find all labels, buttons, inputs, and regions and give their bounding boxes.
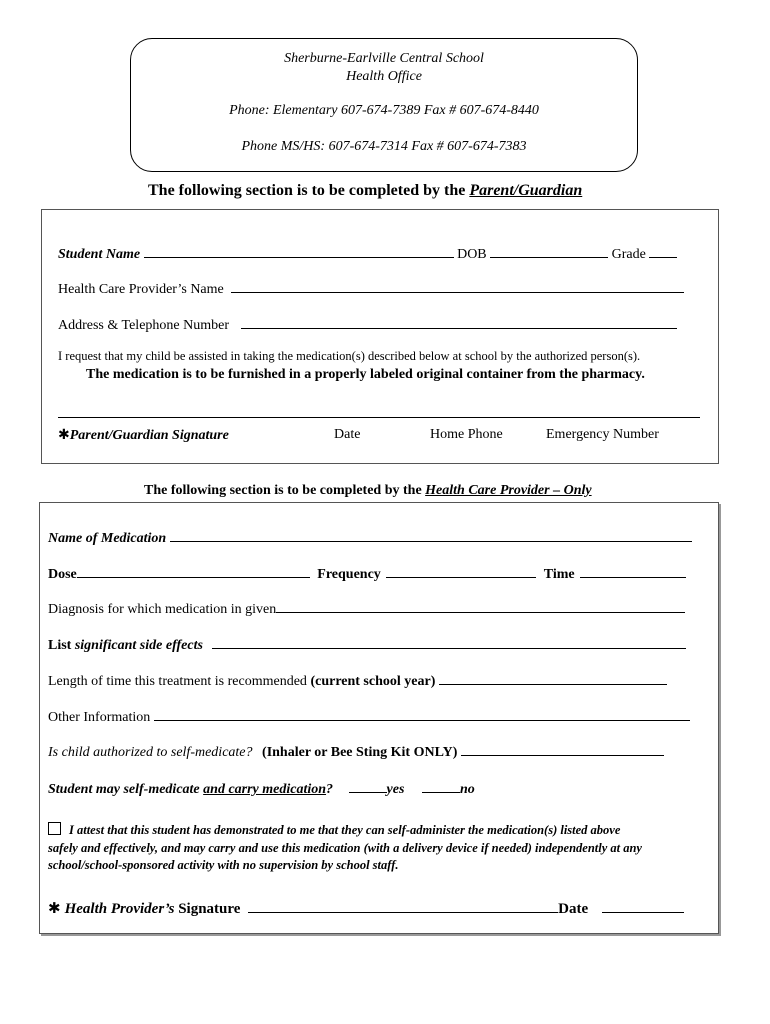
- frequency-label: Frequency: [317, 567, 381, 582]
- self-medicate-row: [48, 741, 664, 761]
- school-name: Sherburne-Earlville Central School: [284, 51, 484, 66]
- asterisk-icon: ✱: [48, 901, 61, 917]
- health-office: Health Office: [346, 69, 422, 84]
- parent-title-prefix: The following section is to be completed by the: [148, 182, 470, 199]
- no-field[interactable]: [422, 778, 460, 793]
- provider-name-field[interactable]: [231, 278, 684, 293]
- provider-section-title: [144, 483, 592, 499]
- attest-line-2: safely and effectively, and may carry and use this medication (with a delivery device if needed) independently at any: [48, 841, 642, 855]
- self-medicate-bold: (Inhaler or Bee Sting Kit ONLY): [262, 745, 458, 760]
- self-medicate-question: Is child authorized to self-medicate?: [48, 745, 253, 760]
- other-info-label: Other Information: [48, 710, 151, 725]
- side-effects-row: [48, 634, 686, 654]
- provider-signature-b: Signature: [174, 901, 241, 917]
- parent-section-title: [148, 182, 582, 200]
- parent-signature-label: [58, 427, 229, 444]
- emergency-number-label: Emergency Number: [546, 427, 659, 442]
- diagnosis-label: Diagnosis for which medication in given: [48, 602, 277, 617]
- address-row: [58, 314, 677, 334]
- attest-line-3: school/school-sponsored activity with no supervision by school staff.: [48, 858, 399, 872]
- self-medicate-field[interactable]: [461, 741, 664, 756]
- attest-line-1: [48, 822, 620, 838]
- length-bold-label: (current school year): [310, 674, 436, 689]
- carry-prefix: Student may self-medicate: [48, 782, 204, 797]
- yes-label: yes: [386, 782, 405, 797]
- time-label: Time: [543, 567, 575, 582]
- dose-row: [48, 563, 686, 583]
- asterisk-icon: ✱: [58, 428, 70, 443]
- header-box: [130, 38, 638, 172]
- carry-underlined: and carry medication: [203, 782, 327, 797]
- student-name-row: [58, 243, 677, 263]
- other-info-field[interactable]: [154, 706, 690, 721]
- medication-label: Name of Medication: [48, 531, 167, 546]
- grade-field[interactable]: [649, 243, 677, 258]
- phone-mshs: Phone MS/HS: 607-674-7314 Fax # 607-674-7383: [241, 139, 527, 154]
- attest-text-1: I attest that this student has demonstrated to me that they can self-administer the medication(s) listed above: [69, 823, 621, 837]
- other-info-row: [48, 706, 690, 726]
- provider-signature-field[interactable]: [248, 898, 558, 913]
- dob-field[interactable]: [490, 243, 608, 258]
- diagnosis-row: [48, 598, 685, 618]
- provider-name-label: Health Care Provider’s Name: [58, 282, 224, 297]
- no-label: no: [459, 782, 475, 797]
- provider-signature-bi: Health Provider’s: [64, 901, 175, 917]
- address-field[interactable]: [241, 314, 677, 329]
- request-text: I request that my child be assisted in taking the medication(s) described below at school by the authorized person(s).: [58, 349, 641, 363]
- dose-field[interactable]: [77, 563, 310, 578]
- side-effects-field[interactable]: [212, 634, 686, 649]
- time-field[interactable]: [580, 563, 686, 578]
- frequency-field[interactable]: [386, 563, 536, 578]
- address-label: Address & Telephone Number: [58, 318, 230, 333]
- carry-question-mark: ?: [326, 782, 334, 797]
- home-phone-label: Home Phone: [430, 427, 503, 442]
- phone-elementary: Phone: Elementary 607-674-7389 Fax # 607-674-8440: [229, 103, 539, 118]
- parent-signature-text: Parent/Guardian Signature: [69, 428, 229, 443]
- length-row: [48, 670, 667, 690]
- provider-signature-row: [48, 898, 684, 918]
- parent-signature-line[interactable]: [58, 417, 700, 418]
- dob-label: DOB: [457, 247, 487, 262]
- provider-title-prefix: The following section is to be completed by the: [144, 483, 426, 498]
- provider-name-row: [58, 278, 684, 298]
- medication-row: [48, 527, 692, 547]
- student-name-label: Student Name: [58, 247, 141, 262]
- grade-label: Grade: [611, 247, 646, 262]
- parent-title-role: Parent/Guardian: [469, 182, 583, 199]
- diagnosis-field[interactable]: [276, 598, 685, 613]
- parent-date-label: Date: [334, 427, 361, 442]
- attest-checkbox[interactable]: [48, 822, 61, 835]
- medication-field[interactable]: [170, 527, 692, 542]
- furnished-text: The medication is to be furnished in a properly labeled original container from the pharmacy.: [86, 367, 645, 382]
- student-name-field[interactable]: [144, 243, 454, 258]
- provider-date-field[interactable]: [602, 898, 684, 913]
- side-effects-list-label: List: [48, 638, 75, 653]
- length-label: Length of time this treatment is recommended: [48, 674, 311, 689]
- side-effects-label: significant side effects: [74, 638, 203, 653]
- yes-field[interactable]: [349, 778, 387, 793]
- provider-date-label: Date: [558, 901, 589, 917]
- dose-label: Dose: [48, 567, 77, 582]
- provider-title-role: Health Care Provider – Only: [425, 483, 592, 498]
- length-field[interactable]: [439, 670, 667, 685]
- carry-medication-row: [48, 778, 475, 798]
